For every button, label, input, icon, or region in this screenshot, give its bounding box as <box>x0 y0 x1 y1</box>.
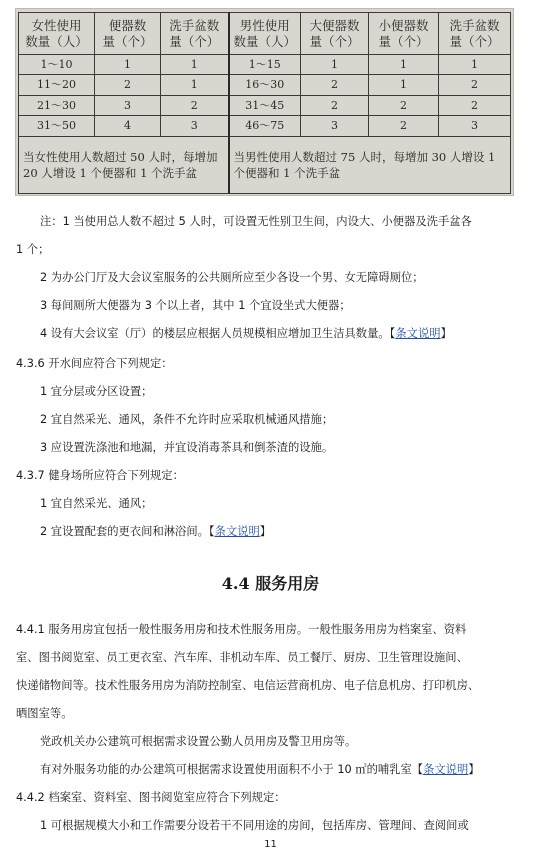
clause-4-4-1-line-4: 晒图室等。 <box>16 707 73 720</box>
clause-4-4-1-line-1: 4.4.1 服务用房宜包括一般性服务用房和技术性服务用房。一般性服务用房为档案室、资料 <box>16 623 467 636</box>
bracket-close: 】 <box>440 327 452 340</box>
table-cell: 46～75 <box>229 116 301 136</box>
table-cell: 3 <box>301 116 369 136</box>
clause-explanation-link[interactable]: 条文说明 <box>423 763 469 776</box>
table-cell: 1 <box>369 55 439 75</box>
table-row <box>19 95 511 115</box>
clause-4-4-1-line-3: 快递储物间等。技术性服务用房为消防控制室、电信运营商机房、电子信息机房、打印机房、 <box>16 679 480 692</box>
table-row <box>19 75 511 95</box>
note-4-text: 4 设有大会议室（厅）的楼层应根据人员规模相应增加卫生洁具数量。【 <box>40 327 396 340</box>
header-cell: 便器数 量（个） <box>95 13 161 55</box>
page-number: 11 <box>264 839 277 850</box>
table-note-row <box>19 136 511 193</box>
header-cell: 大便器数 量（个） <box>301 13 369 55</box>
table-cell: 4 <box>95 116 161 136</box>
table-cell: 2 <box>301 75 369 95</box>
header-cell: 洗手盆数 量（个） <box>439 13 511 55</box>
table-cell: 2 <box>439 95 511 115</box>
header-cell: 洗手盆数 量（个） <box>161 13 229 55</box>
clause-4-3-6-item-3: 3 应设置洗涤池和地漏，并宜设消毒茶具和倒茶渣的设施。 <box>40 441 334 454</box>
clause-explanation-link[interactable]: 条文说明 <box>214 525 260 538</box>
table-cell: 2 <box>161 95 229 115</box>
sanitary-fixture-table <box>18 12 511 194</box>
item-text: 2 宜设置配套的更衣间和淋浴间。【 <box>40 525 215 538</box>
header-cell: 女性使用 数量（人） <box>19 13 95 55</box>
clause-4-4-1-line-2: 室、图书阅览室、员工更衣室、汽车库、非机动车库、员工餐厅、厨房、卫生管理设施间、 <box>16 651 468 664</box>
clause-4-4-1-paragraph-3 <box>40 762 480 778</box>
table-cell: 2 <box>301 95 369 115</box>
table-cell: 1 <box>161 55 229 75</box>
clause-explanation-link[interactable]: 条文说明 <box>395 327 441 340</box>
table-cell: 1 <box>95 55 161 75</box>
table-cell: 3 <box>161 116 229 136</box>
note-4 <box>40 326 452 342</box>
clause-4-4-2-heading: 4.4.2 档案室、资料室、图书阅览室应符合下列规定： <box>16 791 286 804</box>
clause-4-3-6-item-2: 2 宜自然采光、通风，条件不允许时应采取机械通风措施； <box>40 413 334 426</box>
bracket-close: 】 <box>259 525 272 538</box>
table-cell: 1～10 <box>19 55 95 75</box>
clause-4-3-7-item-1: 1 宜自然采光、通风； <box>40 497 153 510</box>
table-cell: 2 <box>439 75 511 95</box>
table-cell: 2 <box>369 95 439 115</box>
table-cell: 31～50 <box>19 116 95 136</box>
header-cell: 男性使用 数量（人） <box>229 13 301 55</box>
table-cell: 21～30 <box>19 95 95 115</box>
note-1-continued: 1 个； <box>16 243 50 256</box>
section-title: 4.4 服务用房 <box>221 574 320 593</box>
table-cell: 2 <box>95 75 161 95</box>
header-cell: 小便器数 量（个） <box>369 13 439 55</box>
table-cell: 1 <box>161 75 229 95</box>
bracket-close: 】 <box>468 763 480 776</box>
note-2: 2 为办公门厅及大会议室服务的公共厕所应至少各设一个男、女无障碍厕位； <box>40 271 424 284</box>
table-cell: 3 <box>95 95 161 115</box>
table-cell: 11～20 <box>19 75 95 95</box>
table-cell: 31～45 <box>229 95 301 115</box>
clause-4-3-6-heading: 4.3.6 开水间应符合下列规定： <box>16 357 173 370</box>
paragraph-text: 有对外服务功能的办公建筑可根据需求设置使用面积不小于 10 ㎡的哺乳室【 <box>40 763 424 776</box>
male-note-cell: 当男性使用人数超过 75 人时，每增加 30 人增设 1 个便器和 1 个洗手盆 <box>229 136 511 193</box>
note-3: 3 每间厕所大便器为 3 个以上者，其中 1 个宜设坐式大便器； <box>40 299 351 312</box>
table-row <box>19 55 511 75</box>
table-cell: 1 <box>369 75 439 95</box>
table-cell: 1 <box>439 55 511 75</box>
clause-4-3-7-item-2 <box>40 524 271 540</box>
clause-4-4-1-paragraph-2: 党政机关办公建筑可根据需求设置公勤人员用房及警卫用房等。 <box>40 735 357 748</box>
clause-4-3-7-heading: 4.3.7 健身场所应符合下列规定： <box>16 469 184 482</box>
table-cell: 3 <box>439 116 511 136</box>
female-note-cell: 当女性使用人数超过 50 人时，每增加 20 人增设 1 个便器和 1 个洗手盆 <box>19 136 229 193</box>
table-cell: 1 <box>301 55 369 75</box>
table-header-row <box>19 13 511 55</box>
clause-4-4-2-item-1: 1 可根据规模大小和工作需要分设若干不同用途的房间，包括库房、管理间、查阅间或 <box>40 819 469 832</box>
table-cell: 2 <box>369 116 439 136</box>
table-cell: 16～30 <box>229 75 301 95</box>
table-cell: 1～15 <box>229 55 301 75</box>
note-1: 注：1 当使用总人数不超过 5 人时，可设置无性别卫生间，内设大、小便器及洗手盆各 <box>40 215 472 228</box>
clause-4-3-6-item-1: 1 宜分层或分区设置； <box>40 385 153 398</box>
table-row <box>19 116 511 136</box>
